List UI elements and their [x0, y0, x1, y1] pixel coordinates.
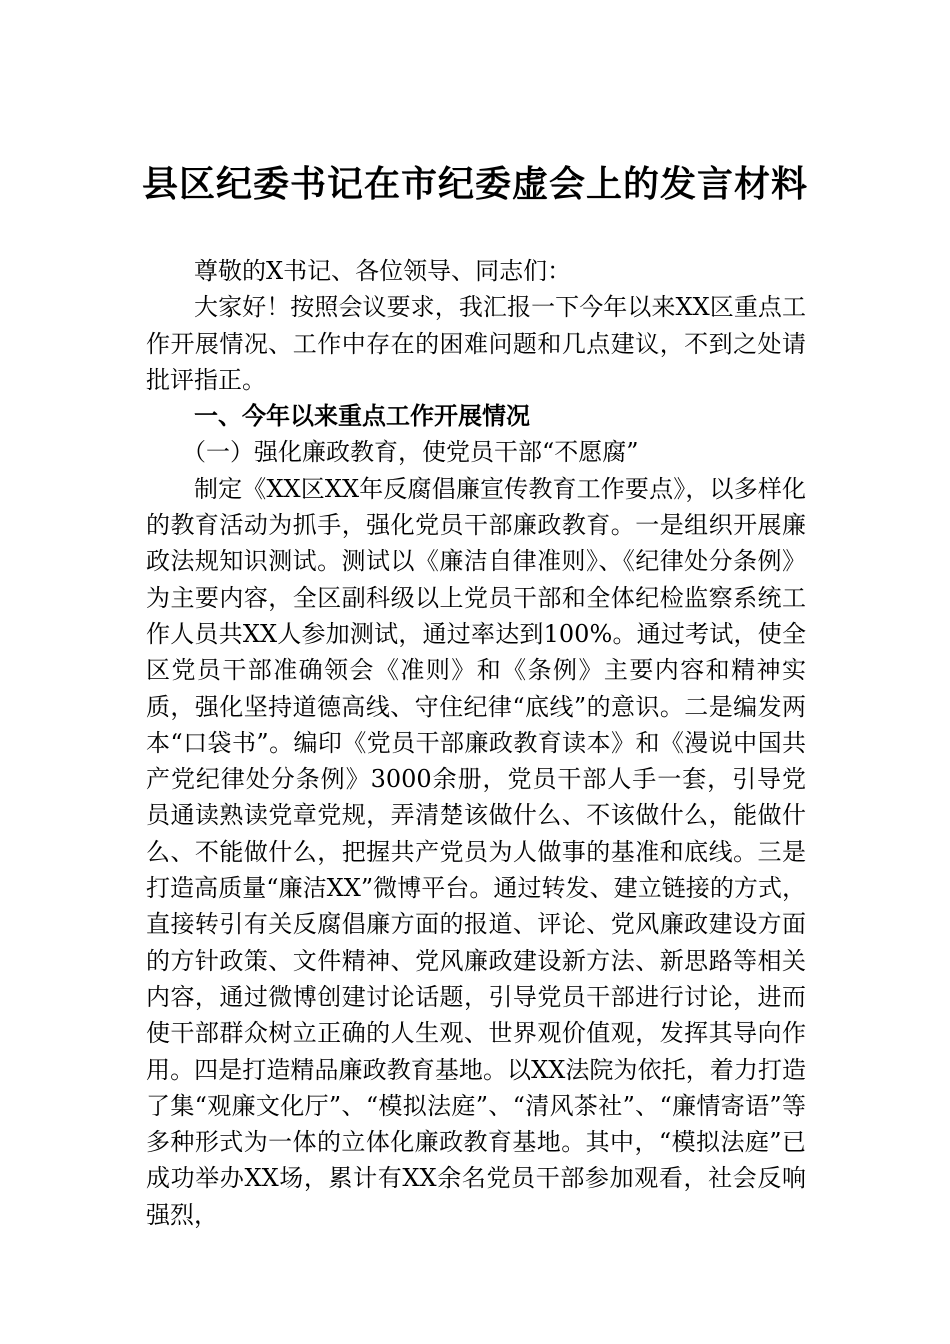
salutation: 尊敬的X书记、各位领导、同志们：: [194, 257, 572, 285]
body-paragraph: 制定《XX区XX年反腐倡廉宣传教育工作要点》，以多样化的教育活动为抓手，强化党员干部廉政教育。一是组织开展廉政法规知识测试。测试以《廉洁自律准则》、《纪律处分条例》为主要内容，全区副科级以上党员干部和全体纪检监察系统工作人员共XX人参加测试，通过率达到100%。通过考试，使全区党员干部准确领会《准则》和《条例》主要内容和精神实质，强化坚持道德高线、守住纪律“底线”的意识。二是编发两本“口袋书”。编印《党员干部廉政教育读本》和《漫说中国共产党纪律处分条例》3000余册，党员干部人手一套，引导党员通读熟读党章党规，弄清楚该做什么、不该做什么，能做什么、不能做什么，把握共产党员为人做事的基准和底线。三是打造高质量“廉洁XX”微博平台。通过转发、建立链接的方式，直接转引有关反腐倡廉方面的报道、评论、党风廉政建设方面的方针政策、文件精神、党风廉政建设新方法、新思路等相关内容，通过微博创建讨论话题，引导党员干部进行讨论，进而使干部群众树立正确的人生观、世界观价值观，发挥其导向作用。四是打造精品廉政教育基地。以XX法院为依托，着力打造了集“观廉文化厅”、“模拟法庭”、“清风茶社”、“廉情寄语”等多种形式为一体的立体化廉政教育基地。其中，“模拟法庭”已成功举办XX场，累计有XX余名党员干部参加观看，社会反响强烈，: [146, 474, 806, 1229]
subsection-heading: （一）强化廉政教育，使党员干部“不愿腐”: [182, 438, 639, 467]
document-title: 县区纪委书记在市纪委虚会上的发言材料: [141, 163, 808, 205]
document-body: [146, 253, 806, 1233]
section-heading: 一、今年以来重点工作开展情况: [194, 402, 530, 431]
opening-paragraph: 大家好！按照会议要求，我汇报一下今年以来XX区重点工作开展情况、工作中存在的困难问题和几点建议，不到之处请批评指正。: [146, 293, 806, 394]
